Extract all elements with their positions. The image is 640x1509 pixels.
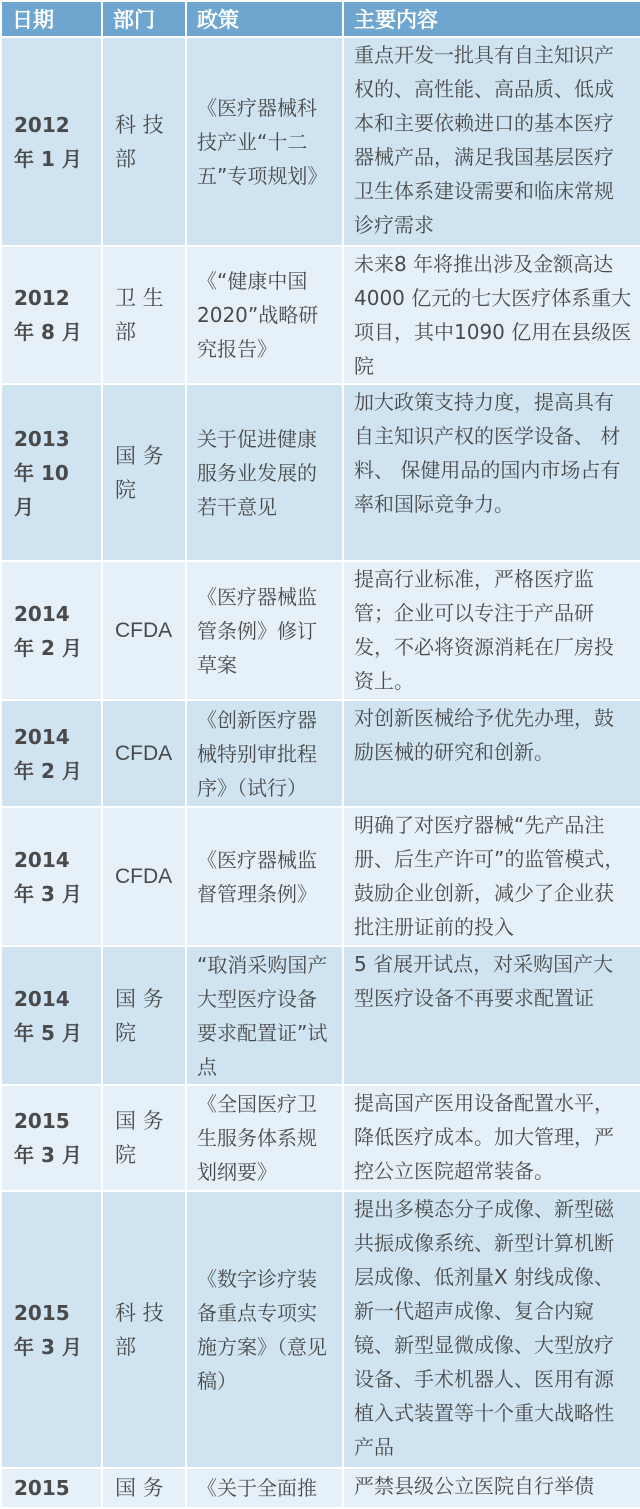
header-date: 日期 — [1, 1, 102, 37]
cell-dept: CFDA — [102, 700, 186, 807]
cell-content: 提高国产医用设备配置水平，降低医疗成本。加大管理，严控公立医院超常装备。 — [343, 1085, 640, 1191]
cell-policy: 《数字诊疗装备重点专项实施方案》（意见稿） — [186, 1191, 343, 1468]
cell-policy: “取消采购国产大型医疗设备要求配置证”试点 — [186, 946, 343, 1085]
table-row — [1, 246, 640, 384]
table-row — [1, 37, 640, 246]
cell-date: 2015 — [1, 1468, 102, 1508]
table-row — [1, 1468, 640, 1508]
cell-date: 2015 年 3 月 — [1, 1085, 102, 1191]
cell-date: 2013 年 10 月 — [1, 384, 102, 561]
cell-policy: 《医疗器械监督管理条例》 — [186, 807, 343, 946]
header-dept: 部门 — [102, 1, 186, 37]
cell-content: 明确了对医疗器械“先产品注册、后生产许可”的监管模式，鼓励企业创新，减少了企业获批注册证前的投入 — [343, 807, 640, 946]
cell-dept: CFDA — [102, 561, 186, 700]
cell-date: 2015 年 3 月 — [1, 1191, 102, 1468]
cell-dept: 国 务 — [102, 1468, 186, 1508]
cell-dept: 国 务 院 — [102, 384, 186, 561]
header-content: 主要内容 — [343, 1, 640, 37]
cell-policy: 关于促进健康服务业发展的若干意见 — [186, 384, 343, 561]
header-row — [1, 1, 640, 37]
cell-content: 严禁县级公立医院自行举债 — [343, 1468, 640, 1508]
table-row — [1, 807, 640, 946]
cell-date: 2012 年 1 月 — [1, 37, 102, 246]
table-row — [1, 700, 640, 807]
cell-date: 2014 年 2 月 — [1, 561, 102, 700]
cell-date: 2012 年 8 月 — [1, 246, 102, 384]
cell-dept: 卫 生 部 — [102, 246, 186, 384]
cell-content: 未来8 年将推出涉及金额高达4000 亿元的七大医疗体系重大项目，其中1090 亿用在县级医院 — [343, 246, 640, 384]
header-policy: 政策 — [186, 1, 343, 37]
cell-content: 加大政策支持力度，提高具有自主知识产权的医学设备、 材料、 保健用品的国内市场占有率和国际竞争力。 — [343, 384, 640, 561]
cell-policy: 《医疗器械科技产业“十二五”专项规划》 — [186, 37, 343, 246]
cell-content: 提出多模态分子成像、新型磁共振成像系统、新型计算机断层成像、低剂量X 射线成像、新一代超声成像、复合内窥镜、新型显微成像、大型放疗设备、手术机器人、医用有源植入式装置等十个重大战略性产品 — [343, 1191, 640, 1468]
cell-dept: 科 技 部 — [102, 1191, 186, 1468]
cell-policy: 《关于全面推 — [186, 1468, 343, 1508]
cell-policy: 《“健康中国2020”战略研究报告》 — [186, 246, 343, 384]
table-row — [1, 561, 640, 700]
cell-dept: 国 务 院 — [102, 1085, 186, 1191]
cell-dept: 国 务 院 — [102, 946, 186, 1085]
cell-policy: 《医疗器械监管条例》修订草案 — [186, 561, 343, 700]
table-row — [1, 1085, 640, 1191]
table-row — [1, 1191, 640, 1468]
cell-policy: 《全国医疗卫生服务体系规划纲要》 — [186, 1085, 343, 1191]
cell-date: 2014 年 5 月 — [1, 946, 102, 1085]
table-row — [1, 946, 640, 1085]
cell-content: 重点开发一批具有自主知识产权的、高性能、高品质、低成本和主要依赖进口的基本医疗器械产品，满足我国基层医疗卫生体系建设需要和临床常规诊疗需求 — [343, 37, 640, 246]
cell-dept: 科 技 部 — [102, 37, 186, 246]
cell-content: 5 省展开试点，对采购国产大型医疗设备不再要求配置证 — [343, 946, 640, 1085]
table-row — [1, 384, 640, 561]
cell-date: 2014 年 3 月 — [1, 807, 102, 946]
cell-content: 提高行业标准，严格医疗监管；企业可以专注于产品研发，不必将资源消耗在厂房投资上。 — [343, 561, 640, 700]
cell-content: 对创新医械给予优先办理，鼓励医械的研究和创新。 — [343, 700, 640, 807]
cell-policy: 《创新医疗器械特别审批程序》（试行） — [186, 700, 343, 807]
cell-date: 2014 年 2 月 — [1, 700, 102, 807]
cell-dept: CFDA — [102, 807, 186, 946]
